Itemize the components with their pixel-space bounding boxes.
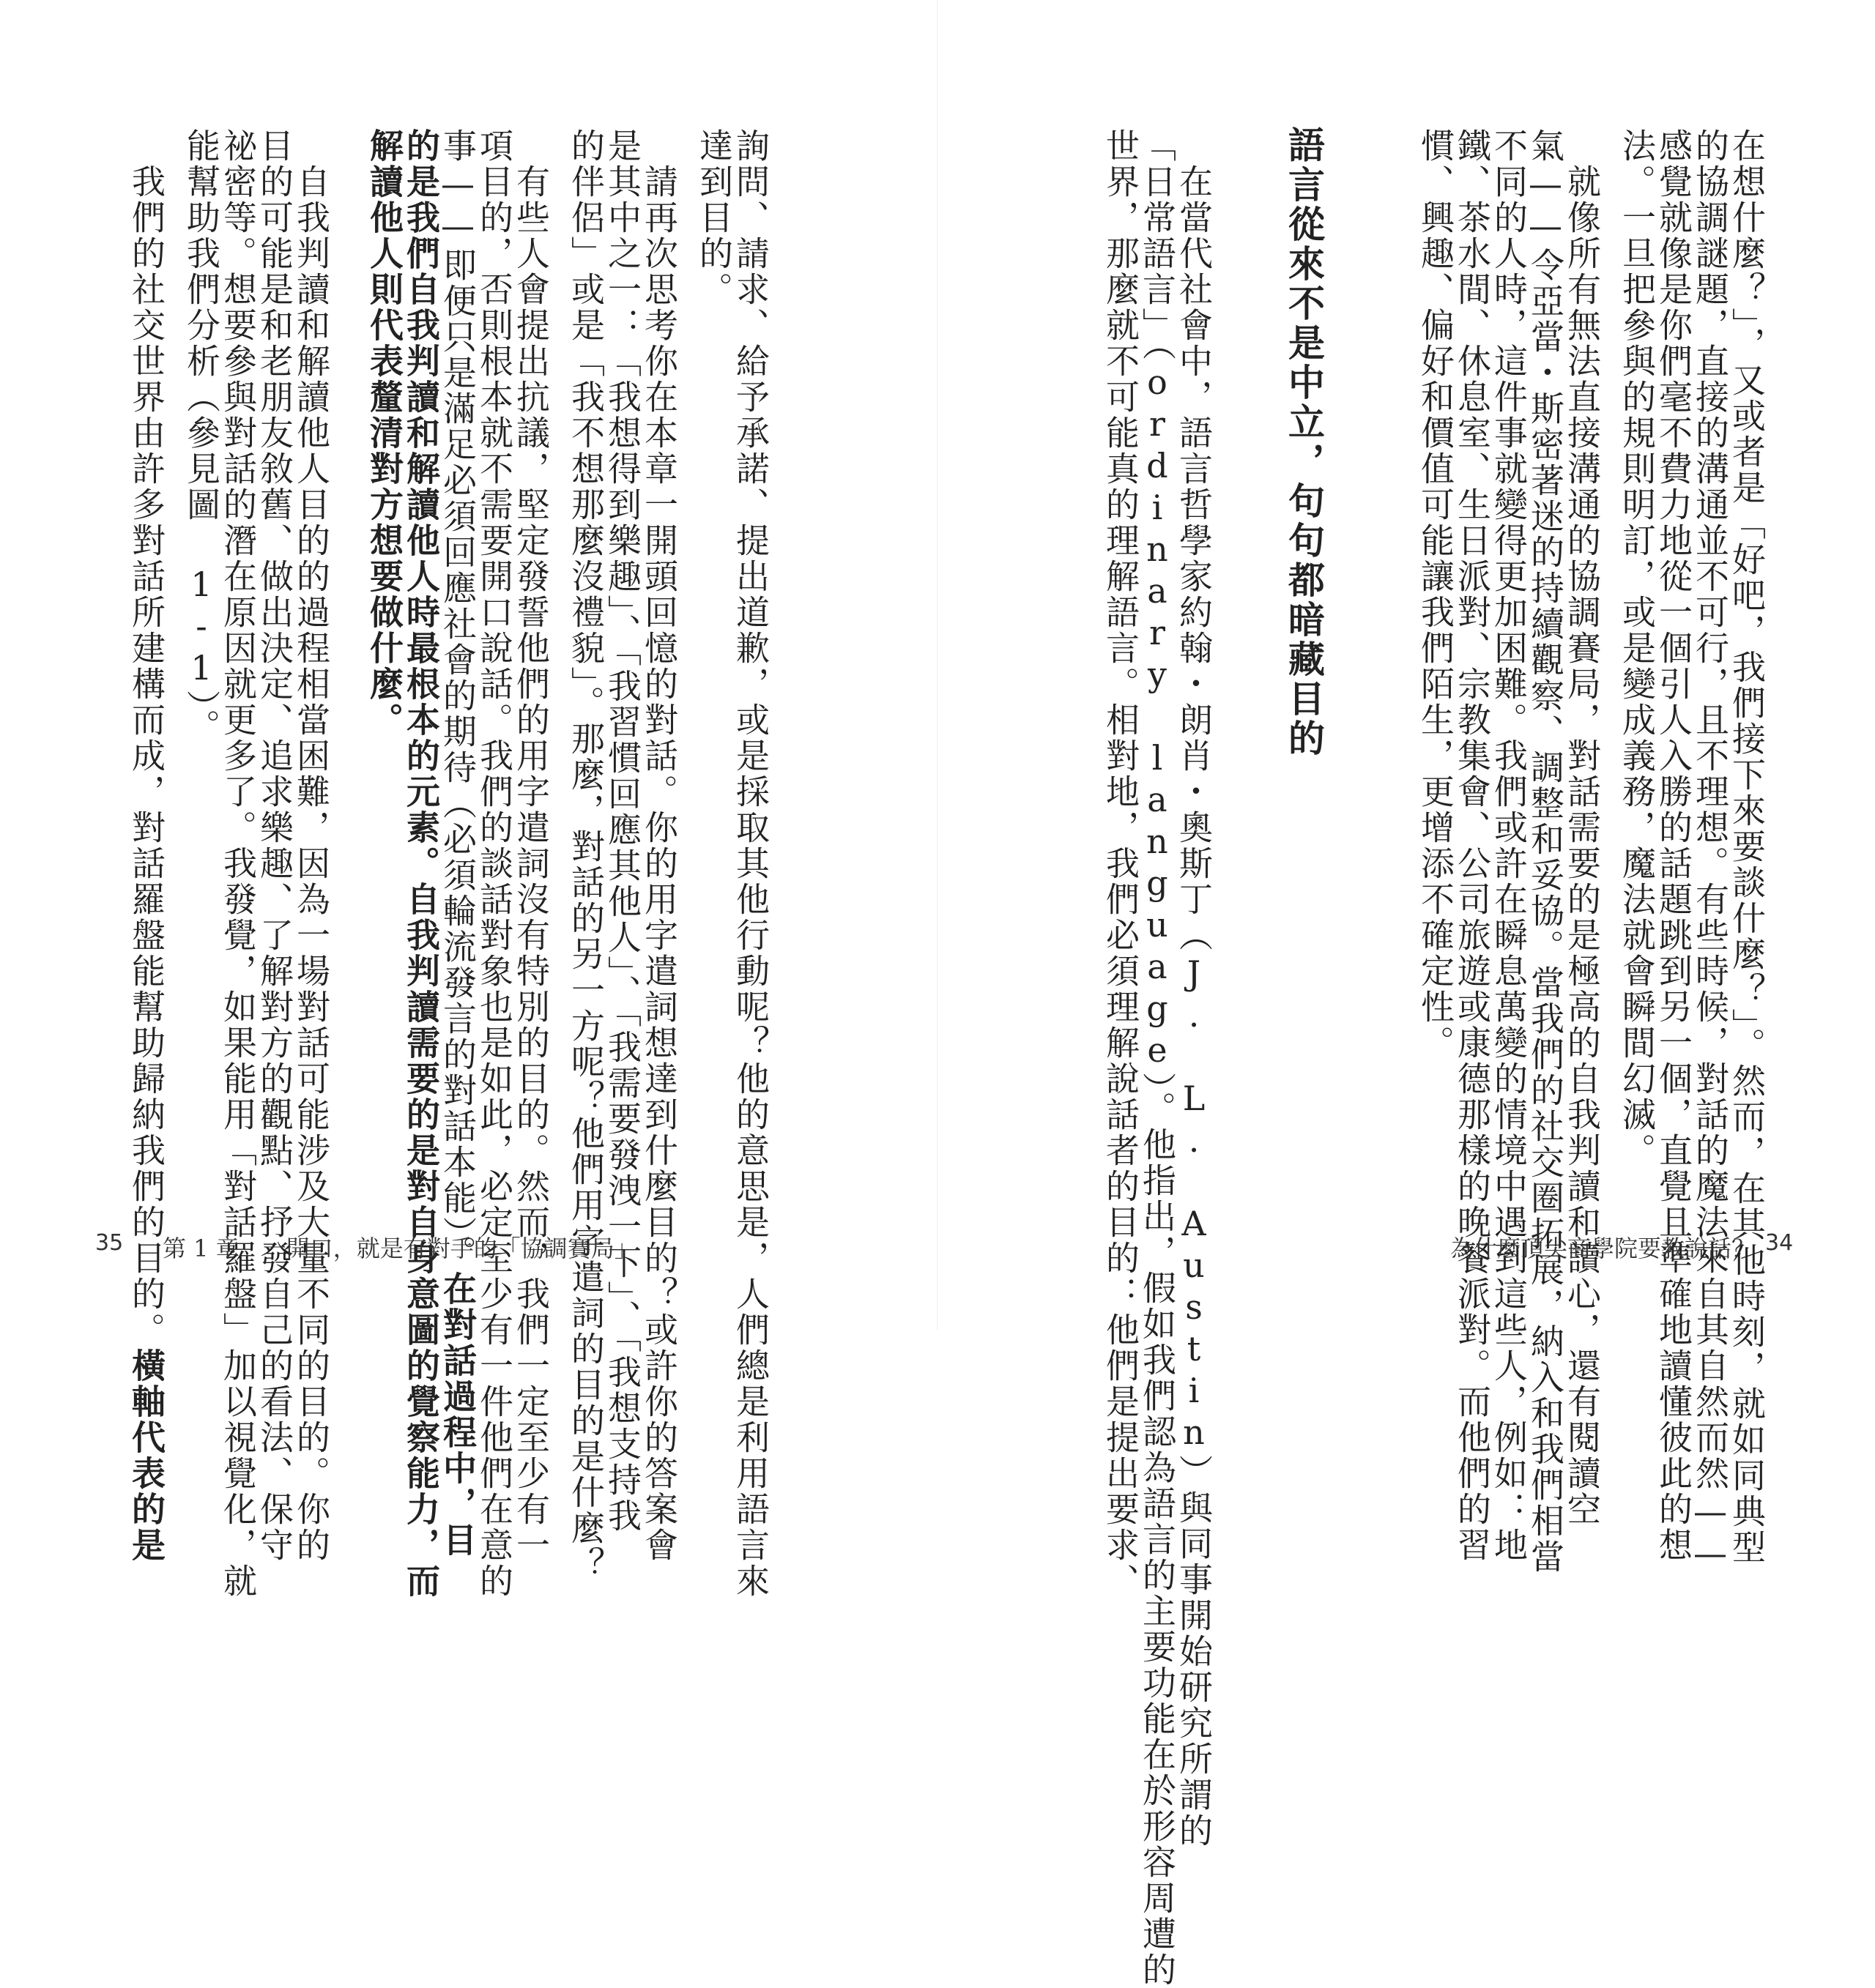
text-column-mixed [128, 128, 164, 1563]
text-column: 在當代社會中，語言哲學家約翰・朗肖・奧斯丁（J. L. Austin）與同事開始研究所謂的 [1174, 128, 1214, 1849]
text-column: 請再次思考你在本章一開頭回憶的對話。你的用字遣詞想達到什麼目的？或許你的答案會 [639, 128, 679, 1563]
text-column: 法。一旦把參與的規則明訂，或是變成義務，魔法就會瞬間幻滅。 [1617, 128, 1657, 1169]
page-number: 35 [95, 1230, 124, 1256]
text-column: 在想什麼？」，又或者是「好吧，我們接下來要談什麼？」。然而，在其他時刻，就如同典型 [1727, 128, 1767, 1566]
bold-text: 在對話過程中，目 [438, 1271, 478, 1558]
text-column-bold [403, 128, 439, 1599]
text-column: 詢問、請求、給予承諾、提出道歉，或是採取其他行動呢？他的意思是，人們總是利用語言來 [731, 128, 771, 1599]
bold-text: 的是我們自我判讀和解讀他人時最根本的元素。自我判讀需要的是對自身意圖的覺察能力，而 [401, 128, 441, 1599]
page-number: 34 [1765, 1230, 1794, 1256]
text-column-mixed [438, 128, 478, 1558]
running-title: 第 1 章 一開口，就是有對手的「協調賽局」 [163, 1235, 638, 1262]
bold-text: 解讀他人則代表釐清對方想要做什麼。 [365, 128, 404, 738]
text-column: 世界，那麼就不可能真的理解語言。相對地，我們必須理解說話者的目的：他們是提出要求、 [1101, 128, 1140, 1599]
text-column: 達到目的。 [694, 128, 734, 308]
plain-text: 事——即便只是滿足必須回應社會的期待（必須輪流發言的對話本能）。 [438, 128, 478, 1271]
text-column: 的協調謎題，直接的溝通並不可行，且不理想。有些時候，對話的魔法來自其自然而然—— [1690, 128, 1730, 1575]
text-column: 自我判讀和解讀他人目的的過程相當困難，因為一場對話可能涉及大量不同的目的。你的 [292, 128, 331, 1563]
text-column: 慣、興趣、偏好和價值可能讓我們陌生，更增添不確定性。 [1416, 128, 1455, 1061]
section-heading: 語言從來不是中立，句句都暗藏目的 [1282, 126, 1325, 759]
text-column: 有些人會提出抗議，堅定發誓他們的用字遣詞沒有特別的目的。然而，我們一定至少有一 [511, 128, 551, 1563]
text-column: 氣——令亞當・斯密著迷的持續觀察、調整和妥協。當我們的社交圈拓展，納入和我們相當 [1526, 128, 1565, 1575]
plain-text: 我們的社交世界由許多對話所建構而成，對話羅盤能幫助歸納我們的目的。 [127, 128, 166, 1348]
text-column: 的伴侶」或是「我不想那麼沒禮貌」。那麼，對話的另一方呢？他們用字遣詞的目的是什麼？ [566, 128, 606, 1582]
text-column: 祕密等。想要參與對話的潛在原因就更多了。我發覺，如果能用「對話羅盤」加以視覺化，就 [218, 128, 258, 1599]
bold-text: 橫軸代表的是 [127, 1348, 166, 1563]
text-column: 不同的人時，這件事就變得更加困難。我們或許在瞬息萬變的情境中遇到這些人，例如：地 [1489, 128, 1529, 1563]
text-column: 是其中之一：「我想得到樂趣」、「我習慣回應其他人」、「我需要發洩一下」、「我想支持我 [603, 128, 642, 1534]
text-column: 目的可能是和老朋友敘舊、做出決定、追求樂趣、了解對方的觀點、抒發自己的看法、保守 [255, 128, 294, 1563]
text-column-bold [366, 128, 402, 738]
text-column: 就像所有無法直接溝通的協調賽局，對話需要的是極高的自我判讀和讀心，還有閱讀空 [1562, 128, 1602, 1527]
running-title: 為什麼頂尖商學院要教說話？ [1450, 1235, 1756, 1262]
text-column: 感覺就像是你們毫不費力地從一個引人入勝的話題跳到另一個，直覺且準確地讀懂彼此的想 [1654, 128, 1693, 1563]
text-column: 能幫助我們分析（參見圖 1-1）。 [182, 128, 221, 745]
page-gutter [937, 0, 938, 1330]
text-column: 鐵、茶水間、休息室、生日派對、宗教集會、公司旅遊或康德那樣的晚餐派對。而他們的習 [1452, 128, 1492, 1563]
text-column: 「日常語言」（ordinary language）。他指出，假如我們認為語言的主要功能在於形容周遭的 [1137, 128, 1177, 1988]
text-column: 項目的，否則根本就不需要開口說話。我們的談話對象也是如此，必定至少有一件他們在意的 [475, 128, 514, 1599]
